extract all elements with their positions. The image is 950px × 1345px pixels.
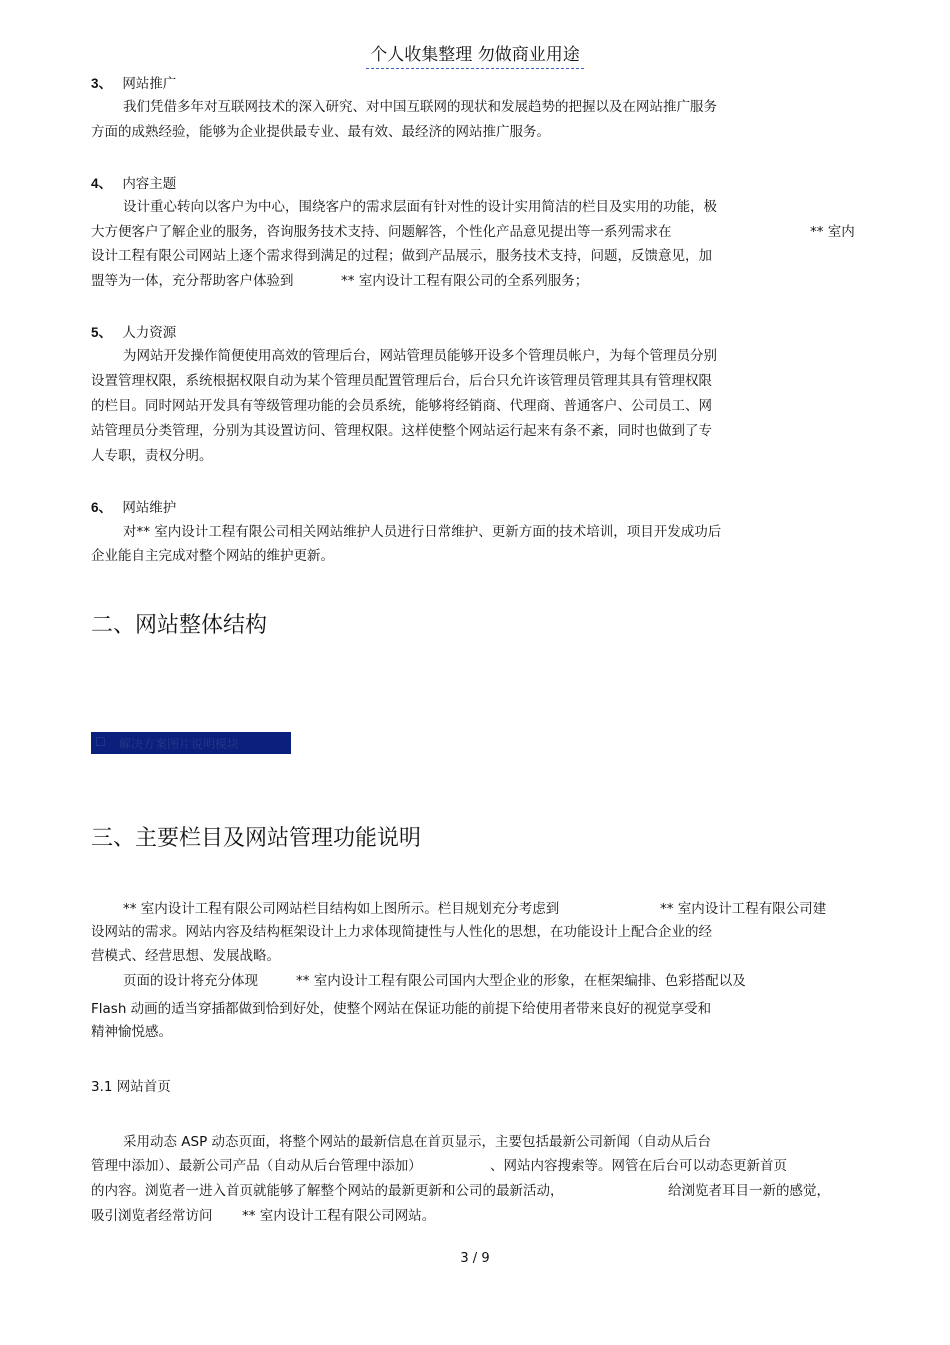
paragraph-line: 企业能自主完成对整个网站的维护更新。 xyxy=(91,548,334,564)
paragraph-line-fragment: 、网站内容搜索等。网管在后台可以动态更新首页 xyxy=(490,1158,787,1174)
paragraph-line: 方面的成熟经验，能够为企业提供最专业、最有效、最经济的网站推广服务。 xyxy=(91,124,550,140)
paragraph-line: 人专职，责权分明。 xyxy=(91,448,213,464)
paragraph-line: 管理中添加）、最新公司产品（自动从后台管理中添加） xyxy=(91,1158,422,1174)
section-number: 3、 xyxy=(91,76,113,91)
paragraph-line: 设计重心转向以客户为中心，围绕客户的需求层面有针对性的设计实用简洁的栏目及实用的功能，极 xyxy=(123,199,717,215)
paragraph-line: 设网站的需求。网站内容及结构框架设计上力求体现简捷性与人性化的思想，在功能设计上配合企业的经 xyxy=(91,924,712,940)
section-title: 内容主题 xyxy=(122,176,177,192)
paragraph-line: 我们凭借多年对互联网技术的深入研究、对中国互联网的现状和发展趋势的把握以及在网站推广服务 xyxy=(123,99,717,115)
part-2-heading: 二、网站整体结构 xyxy=(91,613,268,638)
paragraph-line-fragment: ** 室内设计工程有限公司的全系列服务； xyxy=(341,273,589,289)
paragraph-line: 营模式、经营思想、发展战略。 xyxy=(91,948,280,964)
section-3-heading xyxy=(91,74,176,94)
part-3-heading: 三、主要栏目及网站管理功能说明 xyxy=(91,826,422,851)
paragraph-line: 设置管理权限，系统根据权限自动为某个管理员配置管理后台，后台只允许该管理员管理其具有管理权限 xyxy=(91,373,712,389)
paragraph-line: 为网站开发操作简便使用高效的管理后台，网站管理员能够开设多个管理员帐户，为每个管理员分别 xyxy=(123,348,717,364)
paragraph-line-fragment: ** 室内 xyxy=(810,224,855,240)
header-title: 个人收集整理 勿做商业用途 xyxy=(366,45,583,69)
paragraph-line: 的内容。浏览者一进入首页就能够了解整个网站的最新更新和公司的最新活动， xyxy=(91,1183,564,1199)
paragraph-line-fragment: 给浏览者耳目一新的感觉， xyxy=(668,1183,830,1199)
page-number: 3 / 9 xyxy=(460,1251,490,1266)
page-header xyxy=(0,40,950,65)
section-number: 6、 xyxy=(91,500,113,515)
paragraph-line: 采用动态 ASP 动态页面，将整个网站的最新信息在首页显示，主要包括最新公司新闻（自动从后台 xyxy=(123,1134,712,1150)
section-6-heading xyxy=(91,498,176,518)
paragraph-line: 页面的设计将充分体现 xyxy=(123,973,258,989)
image-mark-icon: ☐ xyxy=(95,735,106,749)
section-number: 5、 xyxy=(91,325,113,340)
paragraph-line: 大方便客户了解企业的服务，咨询服务技术支持、问题解答，个性化产品意见提出等一系列需求在 xyxy=(91,224,672,240)
paragraph-line: Flash 动画的适当穿插都做到恰到好处，使整个网站在保证功能的前提下给使用者带来良好的视觉享受和 xyxy=(91,1001,712,1017)
paragraph-line-fragment: ** 室内设计工程有限公司建 xyxy=(660,901,827,917)
section-title: 网站推广 xyxy=(122,76,177,92)
paragraph-line-fragment: ** 室内设计工程有限公司国内大型企业的形象，在框架编排、色彩搭配以及 xyxy=(296,973,746,989)
section-number: 4、 xyxy=(91,176,113,191)
paragraph-line: 对** 室内设计工程有限公司相关网站维护人员进行日常维护、更新方面的技术培训，项目开发成功后 xyxy=(123,524,722,540)
paragraph-line: 设计工程有限公司网站上逐个需求得到满足的过程；做到产品展示，服务技术支持，问题，反馈意见，加 xyxy=(91,248,712,264)
structure-image-placeholder xyxy=(91,732,291,754)
paragraph-line: ** 室内设计工程有限公司网站栏目结构如上图所示。栏目规划充分考虑到 xyxy=(123,901,560,917)
paragraph-line: 站管理员分类管理，分别为其设置访问、管理权限。这样使整个网站运行起来有条不紊，同时也做到了专 xyxy=(91,423,712,439)
section-title: 网站维护 xyxy=(122,500,177,516)
paragraph-line: 吸引浏览者经常访问 xyxy=(91,1208,213,1224)
paragraph-line: 盟等为一体，充分帮助客户体验到 xyxy=(91,273,294,289)
section-4-heading xyxy=(91,174,176,194)
paragraph-line-fragment: ** 室内设计工程有限公司网站。 xyxy=(242,1208,436,1224)
section-title: 人力资源 xyxy=(122,325,177,341)
paragraph-line: 的栏目。同时网站开发具有等级管理功能的会员系统，能够将经销商、代理商、普通客户、公司员工、网 xyxy=(91,398,712,414)
paragraph-line: 精神愉悦感。 xyxy=(91,1024,172,1040)
section-5-heading xyxy=(91,323,176,343)
subsection-3-1-heading: 3.1 网站首页 xyxy=(91,1079,171,1095)
image-caption: 解决方案图片说明模块 xyxy=(119,737,240,751)
